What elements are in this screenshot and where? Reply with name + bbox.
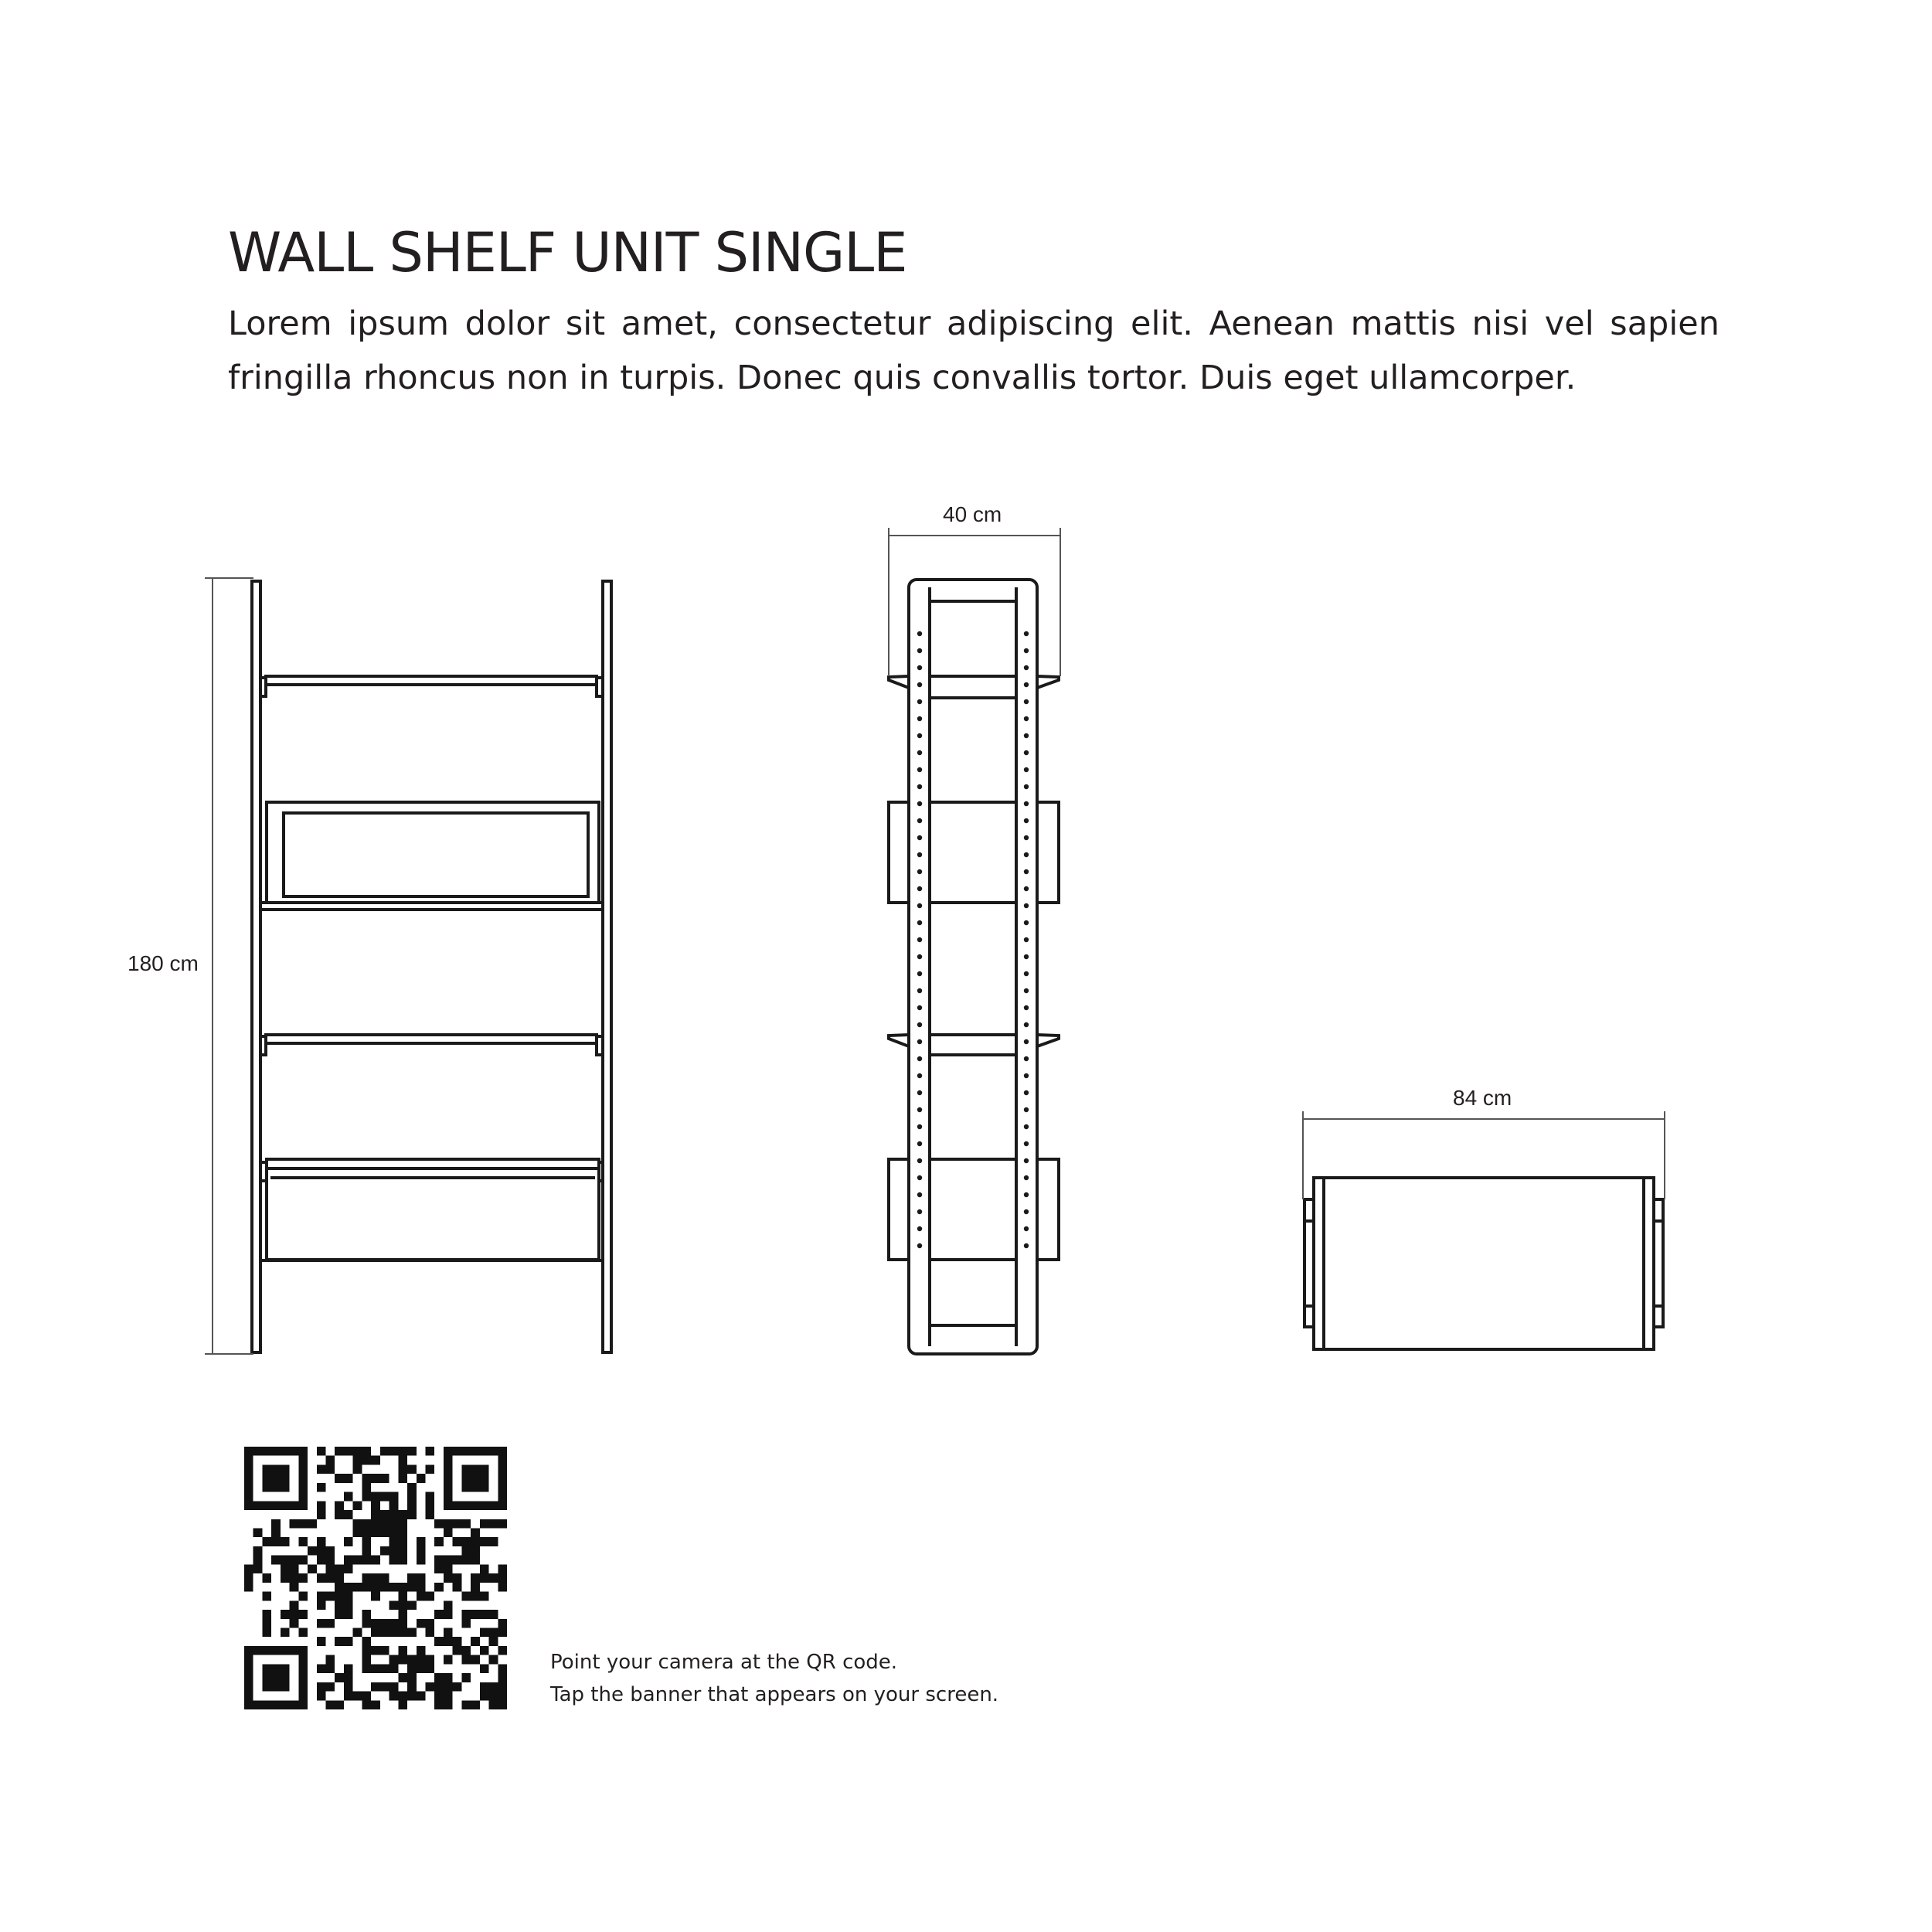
- side-frame: [909, 580, 1037, 1354]
- peg-hole: [917, 631, 922, 636]
- peg-hole: [1024, 1209, 1029, 1214]
- side-peg-holes: [917, 631, 1029, 1248]
- qr-code-icon[interactable]: [244, 1447, 507, 1709]
- front-shelf-3: [260, 1035, 603, 1055]
- qr-instructions: [550, 1646, 998, 1711]
- front-view: [205, 578, 611, 1354]
- peg-hole: [917, 1226, 922, 1231]
- peg-hole: [1024, 1022, 1029, 1027]
- qr-instruction-line-2: Tap the banner that appears on your screen.: [550, 1683, 999, 1706]
- peg-hole: [1024, 1226, 1029, 1231]
- peg-hole: [1024, 1141, 1029, 1146]
- peg-hole: [917, 784, 922, 789]
- peg-hole: [1024, 988, 1029, 993]
- peg-hole: [917, 1243, 922, 1248]
- peg-hole: [917, 1039, 922, 1044]
- width-dimension: [1303, 1111, 1665, 1199]
- peg-hole: [917, 869, 922, 874]
- peg-hole: [917, 1141, 922, 1146]
- peg-hole: [917, 1175, 922, 1180]
- peg-hole: [917, 1073, 922, 1078]
- peg-hole: [917, 716, 922, 721]
- peg-hole: [917, 988, 922, 993]
- peg-hole: [1024, 1039, 1029, 1044]
- top-right-end: [1654, 1199, 1663, 1327]
- peg-hole: [1024, 1056, 1029, 1061]
- peg-hole: [917, 801, 922, 806]
- peg-hole: [917, 1158, 922, 1163]
- height-dimension: [205, 578, 253, 1354]
- peg-hole: [1024, 1005, 1029, 1010]
- front-box-2: [260, 1159, 603, 1260]
- peg-hole: [917, 750, 922, 755]
- peg-hole: [917, 1192, 922, 1197]
- height-label: 180 cm: [128, 951, 199, 975]
- width-label: 84 cm: [1453, 1086, 1512, 1110]
- peg-hole: [1024, 631, 1029, 636]
- peg-hole: [1024, 665, 1029, 670]
- peg-hole: [1024, 971, 1029, 976]
- peg-hole: [1024, 648, 1029, 653]
- peg-hole: [917, 733, 922, 738]
- peg-hole: [917, 971, 922, 976]
- peg-hole: [917, 665, 922, 670]
- peg-hole: [1024, 852, 1029, 857]
- front-shelf-2: [260, 903, 603, 910]
- peg-hole: [917, 886, 922, 891]
- page-title: WALL SHELF UNIT SINGLE: [228, 221, 907, 284]
- peg-hole: [1024, 937, 1029, 942]
- peg-hole: [1024, 903, 1029, 908]
- peg-hole: [1024, 818, 1029, 823]
- peg-hole: [917, 835, 922, 840]
- side-box-1: [889, 802, 1059, 903]
- peg-hole: [1024, 1107, 1029, 1112]
- peg-hole: [1024, 767, 1029, 772]
- top-shelf-body: [1314, 1178, 1654, 1349]
- peg-hole: [1024, 784, 1029, 789]
- peg-hole: [1024, 1192, 1029, 1197]
- side-view: [889, 528, 1060, 1354]
- front-shelf-1: [260, 676, 603, 696]
- peg-hole: [1024, 1090, 1029, 1095]
- peg-hole: [1024, 1243, 1029, 1248]
- peg-hole: [1024, 801, 1029, 806]
- side-shelf-bracket-1: [889, 676, 1059, 698]
- peg-hole: [1024, 1124, 1029, 1129]
- front-box-1: [267, 802, 599, 903]
- peg-hole: [1024, 869, 1029, 874]
- peg-hole: [917, 937, 922, 942]
- peg-hole: [917, 954, 922, 959]
- peg-hole: [1024, 682, 1029, 687]
- peg-hole: [917, 767, 922, 772]
- peg-hole: [917, 1107, 922, 1112]
- peg-hole: [917, 1090, 922, 1095]
- peg-hole: [1024, 835, 1029, 840]
- side-box-2: [889, 1159, 1059, 1260]
- peg-hole: [917, 903, 922, 908]
- peg-hole: [917, 682, 922, 687]
- peg-hole: [917, 920, 922, 925]
- peg-hole: [917, 852, 922, 857]
- peg-hole: [1024, 750, 1029, 755]
- peg-hole: [1024, 1158, 1029, 1163]
- peg-hole: [917, 1022, 922, 1027]
- peg-hole: [917, 1056, 922, 1061]
- side-shelf-bracket-2: [889, 1035, 1059, 1055]
- peg-hole: [1024, 886, 1029, 891]
- peg-hole: [917, 1209, 922, 1214]
- peg-hole: [1024, 954, 1029, 959]
- peg-hole: [1024, 733, 1029, 738]
- product-description: Lorem ipsum dolor sit amet, consectetur adipiscing elit. Aenean mattis nisi vel sapien fringilla rhoncus non in turpis. Donec quis convallis tortor. Duis eget ullamcorper.: [228, 304, 1719, 397]
- qr-instruction-line-1: Point your camera at the QR code.: [550, 1651, 898, 1674]
- peg-hole: [917, 648, 922, 653]
- peg-hole: [1024, 699, 1029, 704]
- peg-hole: [1024, 1073, 1029, 1078]
- peg-hole: [1024, 716, 1029, 721]
- peg-hole: [917, 699, 922, 704]
- top-left-end: [1304, 1199, 1314, 1327]
- peg-hole: [917, 818, 922, 823]
- peg-hole: [1024, 920, 1029, 925]
- peg-hole: [917, 1124, 922, 1129]
- peg-hole: [917, 1005, 922, 1010]
- depth-label: 40 cm: [943, 502, 1002, 526]
- peg-hole: [1024, 1175, 1029, 1180]
- top-view: [1303, 1111, 1665, 1349]
